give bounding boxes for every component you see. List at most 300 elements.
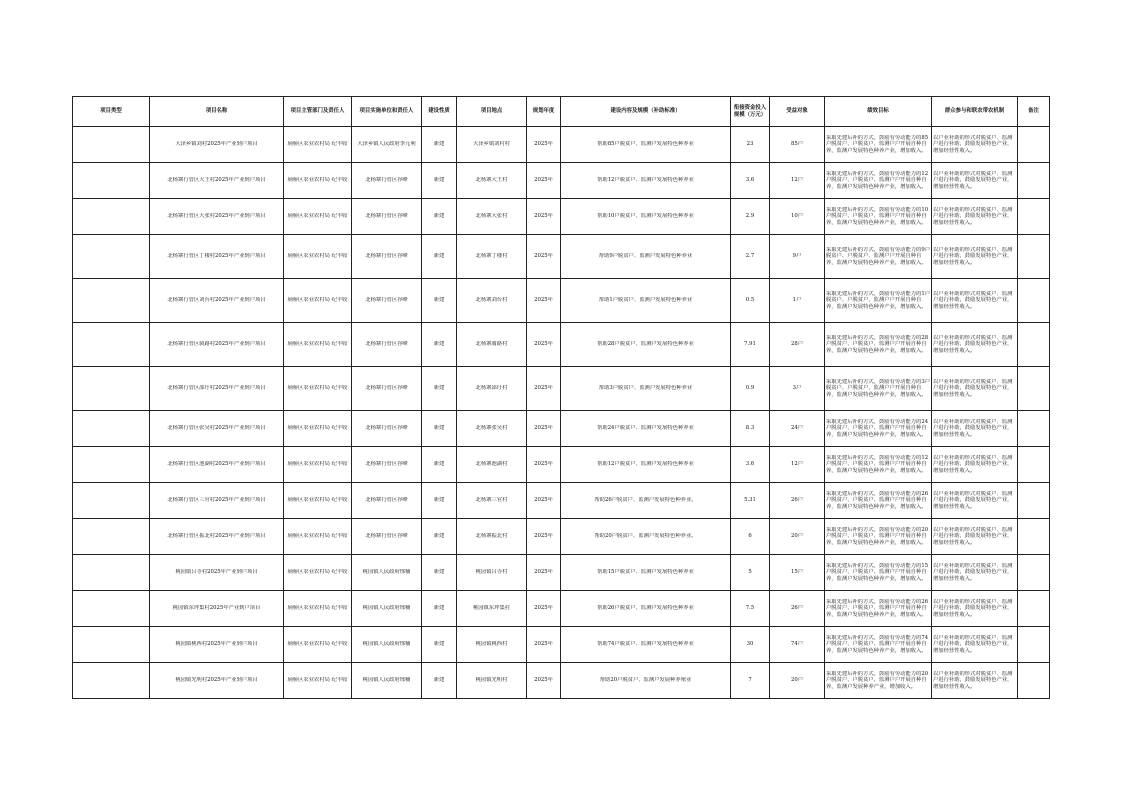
cell-text-site: 北杨寨大张村 <box>475 213 508 220</box>
cell-year <box>527 367 561 411</box>
cell-nature <box>422 411 457 447</box>
cell-text-unit: 北杨寨行管区谷峰 <box>365 253 408 260</box>
cell-text-site: 北杨寨丁楼村 <box>475 253 508 260</box>
cell-text-content: 帮助12户脱贫户、监测户发展特色种养业 <box>597 461 694 468</box>
cell-name <box>150 367 284 411</box>
cell-name <box>150 663 284 699</box>
cell-nature <box>422 127 457 163</box>
cell-text-name: 桃园镇东坪集村2025年产业到户项目 <box>172 605 261 612</box>
cell-text-funds: 7.5 <box>745 605 755 612</box>
cell-text-year: 2025年 <box>534 677 553 684</box>
cell-text-benefit: 以户业补助的形式对脱贫户、监测户进行补助，鼓励发展特色产业，增加经营性收入。 <box>933 454 1013 474</box>
project-table-document <box>72 96 1050 699</box>
cell-text-name: 北杨寨行管区骑路村2025年产业到户项目 <box>167 341 266 348</box>
cell-text-unit: 北杨寨行管区谷峰 <box>365 297 408 304</box>
cell-funds <box>731 663 770 699</box>
cell-text-dept: 埇桥区农业农村局 纪丰收 <box>287 677 348 684</box>
cell-dept <box>284 483 352 519</box>
cell-content <box>561 483 731 519</box>
cell-text-unit: 北杨寨行管区谷峰 <box>365 385 408 392</box>
cell-note <box>1018 627 1050 663</box>
cell-funds <box>731 519 770 555</box>
cell-unit <box>352 519 422 555</box>
cell-year <box>527 279 561 323</box>
cell-text-nature: 新建 <box>433 177 445 184</box>
cell-text-unit: 桃园镇人民政府邢楠 <box>362 641 411 648</box>
cell-note <box>1018 483 1050 519</box>
cell-text-content: 帮助26户脱贫户、监测户发展特色种养业 <box>597 605 694 612</box>
cell-funds <box>731 323 770 367</box>
cell-note <box>1018 323 1050 367</box>
cell-text-unit: 北杨寨行管区谷峰 <box>365 533 408 540</box>
cell-year <box>527 519 561 555</box>
cell-text-beneficiary: 28户 <box>790 341 804 348</box>
cell-text-content: 帮助85户脱贫户、监测户发展特色种养业 <box>597 141 694 148</box>
header-benefit-mechanism: 群众参与和联农带农机制 <box>932 97 1018 127</box>
cell-content <box>561 591 731 627</box>
cell-funds <box>731 447 770 483</box>
cell-text-unit: 北杨寨行管区谷峰 <box>365 177 408 184</box>
cell-name <box>150 199 284 235</box>
cell-text-funds: 2.9 <box>745 213 755 220</box>
cell-note <box>1018 663 1050 699</box>
cell-text-dept: 埇桥区农业农村局 纪丰收 <box>287 605 348 612</box>
cell-text-dept: 埇桥区农业农村局 纪丰收 <box>287 253 348 260</box>
cell-type <box>73 411 150 447</box>
cell-text-site: 北杨寨大王村 <box>475 177 508 184</box>
cell-performance <box>825 367 932 411</box>
cell-text-name: 桃园镇吕寺村2025年产业到户项目 <box>175 569 258 576</box>
cell-text-beneficiary: 20户 <box>790 677 804 684</box>
cell-benefit-mechanism <box>932 447 1018 483</box>
cell-content <box>561 235 731 279</box>
cell-text-dept: 埇桥区农业农村局 纪丰收 <box>287 177 348 184</box>
cell-benefit-mechanism <box>932 411 1018 447</box>
header-content: 建设内容及规模（补助标准） <box>561 97 731 127</box>
cell-text-beneficiary: 20户 <box>790 533 804 540</box>
cell-text-benefit: 以户业补助的形式对脱贫户、监测户进行补助，鼓励发展特色产业，增加经营性收入。 <box>933 246 1013 266</box>
cell-text-year: 2025年 <box>534 425 553 432</box>
table-row <box>73 555 1050 591</box>
cell-text-site: 北杨寨池湖村 <box>475 461 508 468</box>
cell-dept <box>284 367 352 411</box>
cell-text-year: 2025年 <box>534 177 553 184</box>
cell-performance <box>825 411 932 447</box>
cell-beneficiary <box>770 367 825 411</box>
cell-text-nature: 新建 <box>433 253 445 260</box>
cell-content <box>561 127 731 163</box>
cell-dept <box>284 627 352 663</box>
cell-benefit-mechanism <box>932 627 1018 663</box>
cell-text-perf: 采取先建后补的方式，鼓励有劳动能力的1户脱贫户、户脱贫户、监测户户开展自种自养，监测户发展特色种养产业，增加收入。 <box>826 290 930 310</box>
cell-text-site: 大泽乡镇刘村村 <box>472 141 511 148</box>
cell-unit <box>352 447 422 483</box>
cell-text-name: 北杨寨行管区大张村2025年产业到户项目 <box>167 213 266 220</box>
header-unit: 项目实施单位和责任人 <box>352 97 422 127</box>
cell-benefit-mechanism <box>932 663 1018 699</box>
cell-funds <box>731 411 770 447</box>
cell-beneficiary <box>770 591 825 627</box>
cell-text-benefit: 以户业补助的形式对脱贫户、监测户进行补助，鼓励发展特色产业，增加经营性收入。 <box>933 490 1013 510</box>
cell-text-year: 2025年 <box>534 253 553 260</box>
cell-text-funds: 2.7 <box>745 253 755 260</box>
cell-text-content: 帮助10户脱贫户、监测户发展特色种养业 <box>597 213 694 220</box>
table-row <box>73 663 1050 699</box>
cell-performance <box>825 163 932 199</box>
cell-name <box>150 555 284 591</box>
cell-text-unit: 桃园镇人民政府邢楠 <box>362 605 411 612</box>
cell-text-site: 北杨寨刘台村 <box>475 297 508 304</box>
cell-text-name: 北杨寨行管区张吴村2025年产业到户项目 <box>167 425 266 432</box>
cell-text-site: 桃园镇吕寺村 <box>475 569 508 576</box>
cell-performance <box>825 627 932 663</box>
cell-text-dept: 埇桥区农业农村局 纪丰收 <box>287 569 348 576</box>
cell-note <box>1018 591 1050 627</box>
cell-text-perf: 采取先建后补的方式，鼓励有劳动能力的10户脱贫户、户脱贫户、监测户户开展自种自养，监测户发展特色种养产业，增加收入。 <box>826 206 929 226</box>
cell-text-year: 2025年 <box>534 461 553 468</box>
cell-text-nature: 新建 <box>433 425 445 432</box>
cell-text-unit: 桃园镇人民政府邢楠 <box>362 569 411 576</box>
cell-text-funds: 3.6 <box>745 177 755 184</box>
cell-text-funds: 23 <box>746 141 754 148</box>
table-body <box>73 127 1050 699</box>
table-header-row <box>73 97 1050 127</box>
cell-text-benefit: 以户业补助的形式对脱贫户、监测户进行补助，鼓励发展特色产业，增加经营性收入。 <box>933 290 1013 310</box>
cell-funds <box>731 627 770 663</box>
cell-year <box>527 235 561 279</box>
cell-text-year: 2025年 <box>534 569 553 576</box>
cell-funds <box>731 163 770 199</box>
cell-text-year: 2025年 <box>534 297 553 304</box>
cell-nature <box>422 235 457 279</box>
cell-content <box>561 519 731 555</box>
cell-note <box>1018 367 1050 411</box>
cell-text-name: 北杨寨行管区三官村2025年产业到户项目 <box>167 497 266 504</box>
cell-year <box>527 591 561 627</box>
cell-unit <box>352 235 422 279</box>
cell-text-site: 北杨寨邵圩村 <box>475 385 508 392</box>
cell-benefit-mechanism <box>932 323 1018 367</box>
cell-text-beneficiary: 74户 <box>790 641 804 648</box>
cell-text-unit: 北杨寨行管区谷峰 <box>365 213 408 220</box>
cell-type <box>73 235 150 279</box>
cell-text-site: 北杨寨张吴村 <box>475 425 508 432</box>
cell-text-dept: 埇桥区农业农村局 纪丰收 <box>287 533 348 540</box>
cell-benefit-mechanism <box>932 235 1018 279</box>
cell-text-funds: 30 <box>746 641 754 648</box>
cell-site <box>457 235 527 279</box>
cell-text-nature: 新建 <box>433 569 445 576</box>
header-funds: 衔接资金投入规模（万元） <box>731 97 770 127</box>
cell-text-content: 帮助20户脱贫户、监测户发展种养殖业 <box>599 677 692 684</box>
cell-text-site: 桃园镇光明村 <box>475 677 508 684</box>
cell-text-funds: 5.31 <box>744 497 756 504</box>
cell-text-nature: 新建 <box>433 213 445 220</box>
cell-beneficiary <box>770 519 825 555</box>
cell-site <box>457 627 527 663</box>
cell-note <box>1018 235 1050 279</box>
cell-text-name: 北杨寨行管区邵圩村2025年产业到户项目 <box>167 385 266 392</box>
cell-type <box>73 199 150 235</box>
cell-text-unit: 北杨寨行管区谷峰 <box>365 341 408 348</box>
cell-text-benefit: 以户业补助的形式对脱贫户、监测户进行补助，鼓励发展特色产业，增加经营性收入。 <box>933 334 1013 354</box>
cell-unit <box>352 411 422 447</box>
table-row <box>73 323 1050 367</box>
cell-nature <box>422 663 457 699</box>
cell-site <box>457 127 527 163</box>
cell-text-year: 2025年 <box>534 385 553 392</box>
cell-text-beneficiary: 10户 <box>790 213 804 220</box>
cell-note <box>1018 519 1050 555</box>
cell-name <box>150 235 284 279</box>
header-nature: 建设性质 <box>422 97 457 127</box>
cell-nature <box>422 367 457 411</box>
cell-text-perf: 采取先建后补的方式，鼓励有劳动能力的85户脱贫户、户脱贫户、监测户户开展自种自养，监测户发展特色种养产业，增加收入。 <box>826 134 929 154</box>
cell-unit <box>352 127 422 163</box>
cell-performance <box>825 323 932 367</box>
cell-type <box>73 447 150 483</box>
cell-year <box>527 411 561 447</box>
project-table <box>72 96 1050 699</box>
cell-unit <box>352 279 422 323</box>
cell-text-funds: 6 <box>748 533 752 540</box>
cell-text-site: 桃园镇桃西村 <box>475 641 508 648</box>
table-row <box>73 591 1050 627</box>
cell-beneficiary <box>770 279 825 323</box>
cell-type <box>73 663 150 699</box>
cell-dept <box>284 411 352 447</box>
cell-content <box>561 411 731 447</box>
cell-text-unit: 桃园镇人民政府邢楠 <box>362 677 411 684</box>
cell-nature <box>422 163 457 199</box>
cell-content <box>561 555 731 591</box>
cell-text-benefit: 以户业补助的形式对脱贫户、监测户进行补助，鼓励发展特色产业，增加经营性收入。 <box>933 598 1013 618</box>
cell-year <box>527 663 561 699</box>
cell-text-dept: 埇桥区农业农村局 纪丰收 <box>287 297 348 304</box>
cell-text-funds: 3.6 <box>745 461 755 468</box>
cell-text-beneficiary: 12户 <box>790 461 804 468</box>
cell-benefit-mechanism <box>932 519 1018 555</box>
cell-text-benefit: 以户业补助的形式对脱贫户、监测户进行补助，鼓励发展特色产业，增加经营性收入。 <box>933 206 1013 226</box>
table-row <box>73 163 1050 199</box>
cell-text-funds: 0.9 <box>745 385 755 392</box>
cell-year <box>527 483 561 519</box>
table-row <box>73 519 1050 555</box>
cell-text-content: 帮助24户脱贫户、监测户发展特色种养业 <box>597 425 694 432</box>
cell-note <box>1018 279 1050 323</box>
cell-type <box>73 323 150 367</box>
cell-site <box>457 367 527 411</box>
cell-text-name: 北杨寨行管区丁楼村2025年产业到户项目 <box>167 253 266 260</box>
cell-note <box>1018 163 1050 199</box>
cell-type <box>73 279 150 323</box>
cell-site <box>457 411 527 447</box>
cell-text-dept: 埇桥区农业农村局 纪丰收 <box>287 461 348 468</box>
cell-text-year: 2025年 <box>534 341 553 348</box>
cell-content <box>561 199 731 235</box>
cell-performance <box>825 483 932 519</box>
cell-text-nature: 新建 <box>433 641 445 648</box>
cell-text-funds: 7.91 <box>744 341 756 348</box>
cell-text-beneficiary: 9户 <box>792 253 802 260</box>
cell-text-dept: 埇桥区农业农村局 纪丰收 <box>287 385 348 392</box>
cell-text-perf: 采取先建后补的方式，鼓励有劳动能力的28户脱贫户、户脱贫户、监测户户开展自种自养，监测户发展特色种养产业，增加收入。 <box>826 334 929 354</box>
cell-text-content: 帮助15户脱贫户、监测户发展特色种养业 <box>597 569 694 576</box>
cell-content <box>561 447 731 483</box>
cell-note <box>1018 555 1050 591</box>
header-beneficiary: 受益对象 <box>770 97 825 127</box>
cell-funds <box>731 555 770 591</box>
cell-site <box>457 591 527 627</box>
cell-text-beneficiary: 26户 <box>790 497 804 504</box>
cell-performance <box>825 235 932 279</box>
cell-dept <box>284 447 352 483</box>
cell-funds <box>731 367 770 411</box>
cell-year <box>527 199 561 235</box>
cell-text-unit: 北杨寨行管区谷峰 <box>365 461 408 468</box>
cell-text-nature: 新建 <box>433 461 445 468</box>
cell-text-benefit: 以户业补助的形式对脱贫户、监测户进行补助，鼓励发展特色产业，增加经营性收入。 <box>933 634 1013 654</box>
cell-dept <box>284 663 352 699</box>
cell-text-name: 北杨寨行管区大王村2025年产业到户项目 <box>167 177 266 184</box>
cell-text-funds: 0.5 <box>745 297 755 304</box>
cell-performance <box>825 555 932 591</box>
cell-funds <box>731 483 770 519</box>
cell-year <box>527 127 561 163</box>
cell-beneficiary <box>770 127 825 163</box>
cell-dept <box>284 591 352 627</box>
cell-text-nature: 新建 <box>433 297 445 304</box>
cell-benefit-mechanism <box>932 163 1018 199</box>
cell-unit <box>352 555 422 591</box>
cell-text-unit: 北杨寨行管区谷峰 <box>365 497 408 504</box>
cell-text-beneficiary: 15户 <box>790 569 804 576</box>
cell-text-name: 桃园镇桃西村2025年产业到户项目 <box>175 641 258 648</box>
cell-text-dept: 埇桥区农业农村局 纪丰收 <box>287 425 348 432</box>
cell-content <box>561 279 731 323</box>
cell-dept <box>284 235 352 279</box>
cell-unit <box>352 367 422 411</box>
cell-text-nature: 新建 <box>433 141 445 148</box>
cell-name <box>150 447 284 483</box>
cell-funds <box>731 127 770 163</box>
cell-text-perf: 采取先建后补的方式，鼓励有劳动能力的12户脱贫户、户脱贫户、监测户户开展自种自养，监测户发展特色种养产业，增加收入。 <box>826 170 929 190</box>
cell-text-funds: 5 <box>748 569 752 576</box>
cell-nature <box>422 199 457 235</box>
cell-text-dept: 埇桥区农业农村局 纪丰收 <box>287 497 348 504</box>
header-year: 规划年度 <box>527 97 561 127</box>
cell-content <box>561 163 731 199</box>
cell-unit <box>352 199 422 235</box>
cell-beneficiary <box>770 663 825 699</box>
cell-year <box>527 627 561 663</box>
cell-text-name: 北杨寨行管区刘台村2025年产业到户项目 <box>167 297 266 304</box>
table-row <box>73 199 1050 235</box>
cell-text-content: 帮助9户脱贫户、监测户发展特色种养业 <box>598 253 693 260</box>
cell-note <box>1018 127 1050 163</box>
cell-text-content: 帮助74户脱贫户、监测户发展特色种养业 <box>597 641 694 648</box>
cell-funds <box>731 235 770 279</box>
cell-type <box>73 627 150 663</box>
cell-text-site: 北杨寨骑路村 <box>475 341 508 348</box>
cell-name <box>150 591 284 627</box>
cell-text-nature: 新建 <box>433 677 445 684</box>
cell-type <box>73 127 150 163</box>
cell-beneficiary <box>770 447 825 483</box>
cell-beneficiary <box>770 163 825 199</box>
cell-text-benefit: 以户业补助的形式对脱贫户、监测户进行补助，鼓励发展特色产业，增加经营性收入。 <box>933 670 1013 690</box>
cell-nature <box>422 483 457 519</box>
table-row <box>73 411 1050 447</box>
cell-content <box>561 627 731 663</box>
cell-text-perf: 采取先建后补的方式，鼓励有劳动能力的9户脱贫户、户脱贫户、监测户户开展自种自养，监测户发展特色种养产业，增加收入。 <box>826 246 930 266</box>
cell-text-content: 帮助3户脱贫户、监测户发展特色种养业 <box>598 385 693 392</box>
cell-unit <box>352 627 422 663</box>
header-site: 项目地点 <box>457 97 527 127</box>
cell-note <box>1018 411 1050 447</box>
cell-performance <box>825 519 932 555</box>
cell-unit <box>352 663 422 699</box>
cell-nature <box>422 519 457 555</box>
cell-text-nature: 新建 <box>433 605 445 612</box>
cell-text-dept: 埇桥区农业农村局 纪丰收 <box>287 341 348 348</box>
header-performance: 绩效目标 <box>825 97 932 127</box>
cell-beneficiary <box>770 627 825 663</box>
cell-site <box>457 555 527 591</box>
cell-note <box>1018 447 1050 483</box>
cell-performance <box>825 279 932 323</box>
cell-text-beneficiary: 26户 <box>790 605 804 612</box>
cell-year <box>527 447 561 483</box>
cell-text-site: 北杨寨三官村 <box>475 497 508 504</box>
cell-note <box>1018 199 1050 235</box>
cell-text-benefit: 以户业补助的形式对脱贫户、监测户进行补助，鼓励发展特色产业，增加经营性收入。 <box>933 378 1013 398</box>
cell-year <box>527 555 561 591</box>
cell-text-perf: 采取先建后补的方式，鼓励有劳动能力的20户脱贫户、户脱贫户、监测户户开展自种自养，监测户发展特色种养产业，增加收入。 <box>826 526 929 546</box>
cell-type <box>73 367 150 411</box>
cell-dept <box>284 199 352 235</box>
cell-benefit-mechanism <box>932 279 1018 323</box>
cell-text-content: 帮助20户脱贫户、监测户发展特色种养业。 <box>594 533 697 540</box>
cell-benefit-mechanism <box>932 367 1018 411</box>
cell-dept <box>284 323 352 367</box>
table-row <box>73 447 1050 483</box>
cell-performance <box>825 447 932 483</box>
cell-text-beneficiary: 24户 <box>790 425 804 432</box>
cell-text-beneficiary: 85户 <box>790 141 804 148</box>
cell-nature <box>422 447 457 483</box>
cell-text-name: 北杨寨行管区振北村2025年产业到户项目 <box>167 533 266 540</box>
cell-text-year: 2025年 <box>534 533 553 540</box>
cell-text-unit: 大泽乡镇人民政府李元利 <box>357 141 416 148</box>
cell-performance <box>825 127 932 163</box>
cell-beneficiary <box>770 199 825 235</box>
cell-site <box>457 447 527 483</box>
cell-performance <box>825 199 932 235</box>
cell-text-perf: 采取先建后补的方式，鼓励有劳动能力的12户脱贫户、户脱贫户、监测户户开展自种自养，监测户发展特色种养产业，增加收入。 <box>826 454 929 474</box>
cell-text-nature: 新建 <box>433 497 445 504</box>
cell-dept <box>284 519 352 555</box>
cell-text-content: 帮助1户脱贫户、监测户发展特色种养业 <box>598 297 693 304</box>
cell-text-year: 2025年 <box>534 141 553 148</box>
cell-text-benefit: 以户业补助的形式对脱贫户、监测户进行补助，鼓励发展特色产业，增加经营性收入。 <box>933 526 1013 546</box>
cell-site <box>457 199 527 235</box>
cell-text-dept: 埇桥区农业农村局 纪丰收 <box>287 213 348 220</box>
cell-dept <box>284 555 352 591</box>
cell-text-year: 2025年 <box>534 497 553 504</box>
cell-text-dept: 埇桥区农业农村局 纪丰收 <box>287 141 348 148</box>
cell-type <box>73 519 150 555</box>
